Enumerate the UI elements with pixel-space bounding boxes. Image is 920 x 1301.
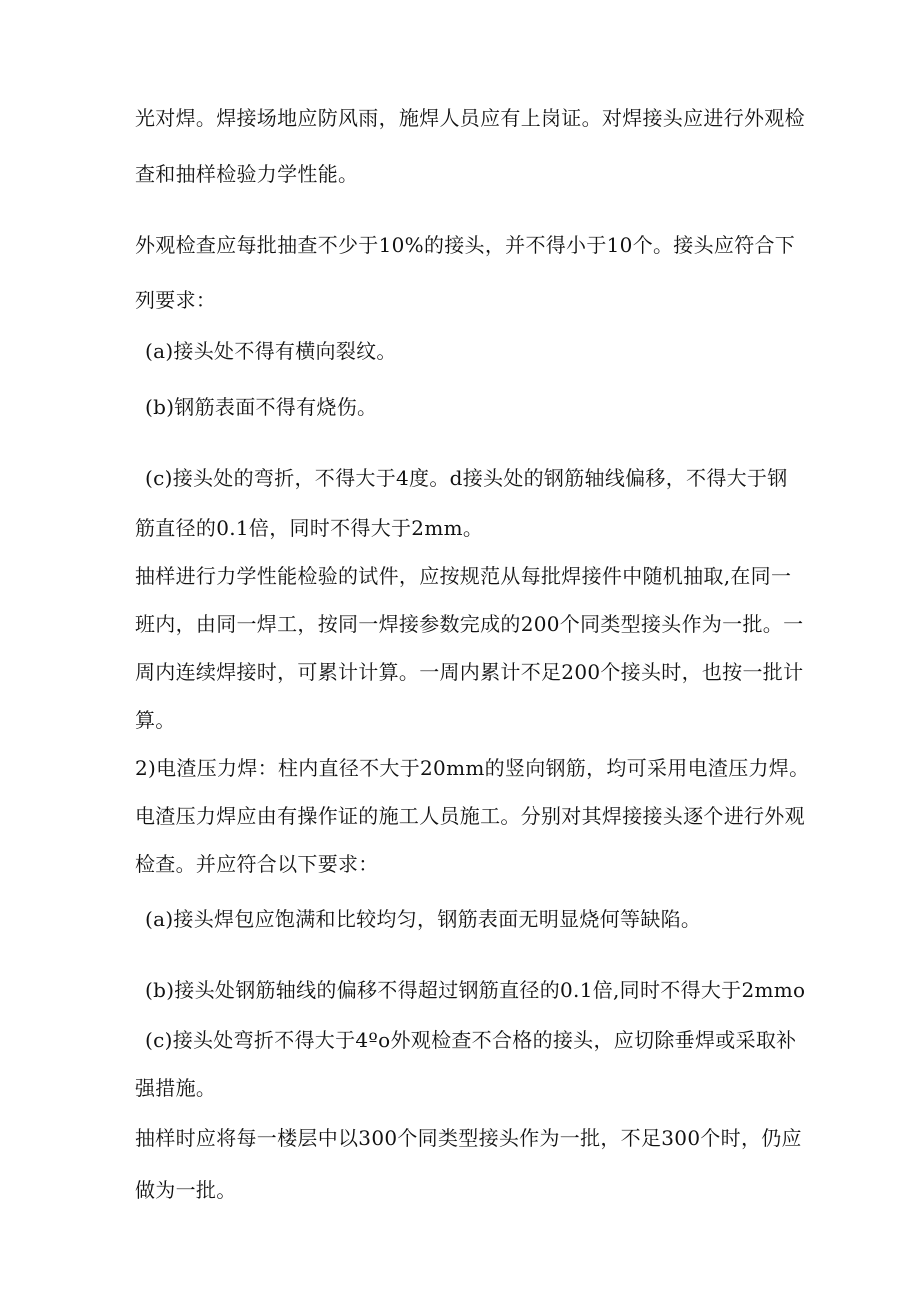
section-heading-electroslag: 2)电渣压力焊：柱内直径不大于20mm的竖向钢筋，均可采用电渣压力焊。: [135, 756, 810, 780]
list-item-c-2-continuation: 强措施。: [135, 1076, 217, 1100]
list-item-b: (b)钢筋表面不得有烧伤。: [145, 395, 378, 419]
paragraph-line-15: 检查。并应符合以下要求：: [135, 852, 379, 876]
list-item-c: (c)接头处的弯折，不得大于4度。d接头处的钢筋轴线偏移，不得大于钢: [145, 466, 788, 490]
paragraph-line-20: 抽样时应将每一楼层中以300个同类型接头作为一批，不足300个时，仍应: [135, 1126, 802, 1150]
paragraph-line-4: 列要求：: [135, 288, 217, 312]
paragraph-line-1: 光对焊。焊接场地应防风雨，施焊人员应有上岗证。对焊接头应进行外观检: [135, 106, 805, 130]
paragraph-line-9: 抽样进行力学性能检验的试件，应按规范从每批焊接件中随机抽取,在同一: [135, 564, 792, 588]
list-item-a: (a)接头处不得有横向裂纹。: [145, 339, 397, 363]
paragraph-line-21: 做为一批。: [135, 1178, 237, 1202]
list-item-c-2: (c)接头处弯折不得大于4ºo外观检查不合格的接头，应切除垂焊或采取补: [145, 1028, 797, 1052]
paragraph-line-10: 班内，由同一焊工，按同一焊接参数完成的200个同类型接头作为一批。一: [135, 612, 804, 636]
paragraph-line-12: 算。: [135, 708, 176, 732]
list-item-b-2: (b)接头处钢筋轴线的偏移不得超过钢筋直径的0.1倍,同时不得大于2mmo: [145, 978, 806, 1002]
paragraph-line-2: 查和抽样检验力学性能。: [135, 162, 359, 186]
list-item-a-2: (a)接头焊包应饱满和比较均匀，钢筋表面无明显烧何等缺陷。: [145, 907, 702, 931]
paragraph-line-11: 周内连续焊接时，可累计计算。一周内累计不足200个接头时，也按一批计: [135, 660, 804, 684]
list-item-c-continuation: 筋直径的0.1倍，同时不得大于2mm。: [135, 516, 484, 540]
paragraph-line-14: 电渣压力焊应由有操作证的施工人员施工。分别对其焊接接头逐个进行外观: [135, 804, 805, 828]
paragraph-line-3: 外观检查应每批抽查不少于10%的接头，并不得小于10个。接头应符合下: [135, 233, 796, 257]
